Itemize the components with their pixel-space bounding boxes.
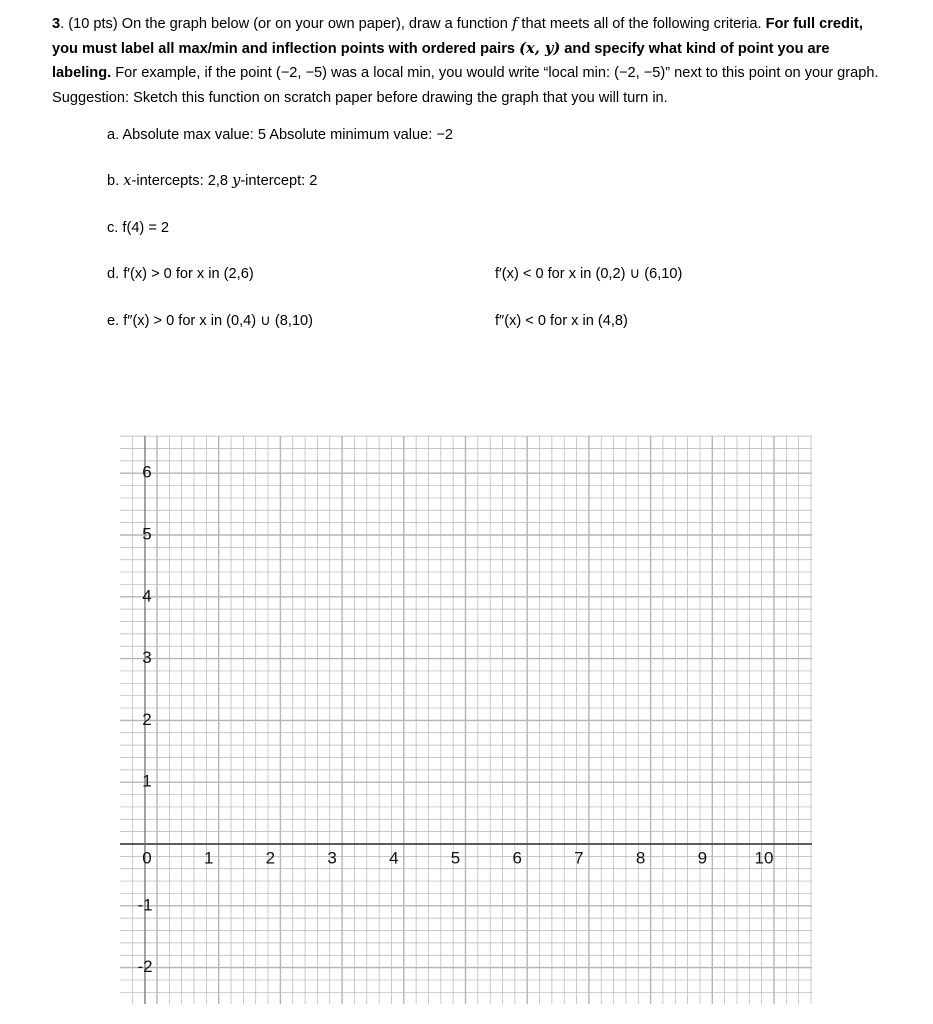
criterion-b-prefix: b. bbox=[107, 173, 124, 189]
criterion-b-y: y bbox=[232, 172, 241, 189]
x-tick-label-4: 4 bbox=[389, 848, 399, 868]
criterion-e-left: e. f″(x) > 0 for x in (0,4) ∪ (8,10) bbox=[107, 313, 314, 329]
problem-ordered-pair: (x, y) bbox=[519, 39, 561, 57]
criterion-c: c. f(4) = 2 bbox=[107, 220, 170, 236]
x-tick-label-0: 0 bbox=[142, 848, 152, 868]
problem-points: . (10 pts) On the graph below (or on your own paper), draw a function bbox=[60, 16, 512, 32]
y-tick-label-1: 1 bbox=[142, 771, 152, 791]
y-tick-label-neg1: -1 bbox=[137, 895, 153, 915]
x-tick-label-1: 1 bbox=[203, 848, 214, 868]
criterion-e-right: f″(x) < 0 for x in (4,8) bbox=[495, 313, 628, 329]
x-tick-label-8: 8 bbox=[635, 848, 646, 868]
y-tick-label-neg2: -2 bbox=[137, 957, 153, 977]
criterion-d-left: d. f′(x) > 0 for x in (2,6) bbox=[107, 266, 254, 282]
x-tick-label-6: 6 bbox=[512, 848, 522, 868]
problem-intro: that meets all of the following criteria. bbox=[517, 16, 766, 32]
criterion-d-right: f′(x) < 0 for x in (0,2) ∪ (6,10) bbox=[495, 266, 683, 282]
y-tick-label-2: 2 bbox=[142, 709, 152, 729]
y-tick-label-6: 6 bbox=[142, 462, 152, 482]
problem-example: For example, if the point (−2, −5) was a local min, you would write “local min: (−2, −5)” next to this point on your graph. Suggestion: Sketch this function on scratch paper before drawing the graph that you will turn in. bbox=[52, 65, 879, 106]
x-tick-label-10: 10 bbox=[754, 848, 774, 868]
problem-number: 3 bbox=[52, 16, 61, 32]
problem-bold-instruction-end: and specify what kind of point you are labeling. bbox=[52, 40, 830, 81]
y-tick-label-3: 3 bbox=[142, 648, 152, 668]
x-tick-label-3: 3 bbox=[327, 848, 337, 868]
x-tick-label-2: 2 bbox=[265, 848, 276, 868]
x-tick-label-7: 7 bbox=[574, 848, 584, 868]
y-tick-label-4: 4 bbox=[142, 586, 152, 606]
problem-bold-instruction: For full credit, you must label all max/min and inflection points with ordered pairs bbox=[52, 16, 863, 57]
x-tick-label-9: 9 bbox=[697, 848, 708, 868]
criterion-b-end: -intercept: 2 bbox=[240, 173, 318, 189]
function-symbol: f bbox=[511, 15, 518, 32]
y-tick-label-5: 5 bbox=[142, 524, 152, 544]
criterion-b-x: x bbox=[123, 172, 132, 189]
criterion-b-mid: -intercepts: 2,8 bbox=[131, 173, 233, 189]
x-tick-label-5: 5 bbox=[450, 848, 461, 868]
major-grid bbox=[120, 436, 812, 1004]
tick-labels bbox=[137, 463, 773, 976]
criterion-a: a. Absolute max value: 5 Absolute minimum value: −2 bbox=[107, 127, 453, 143]
